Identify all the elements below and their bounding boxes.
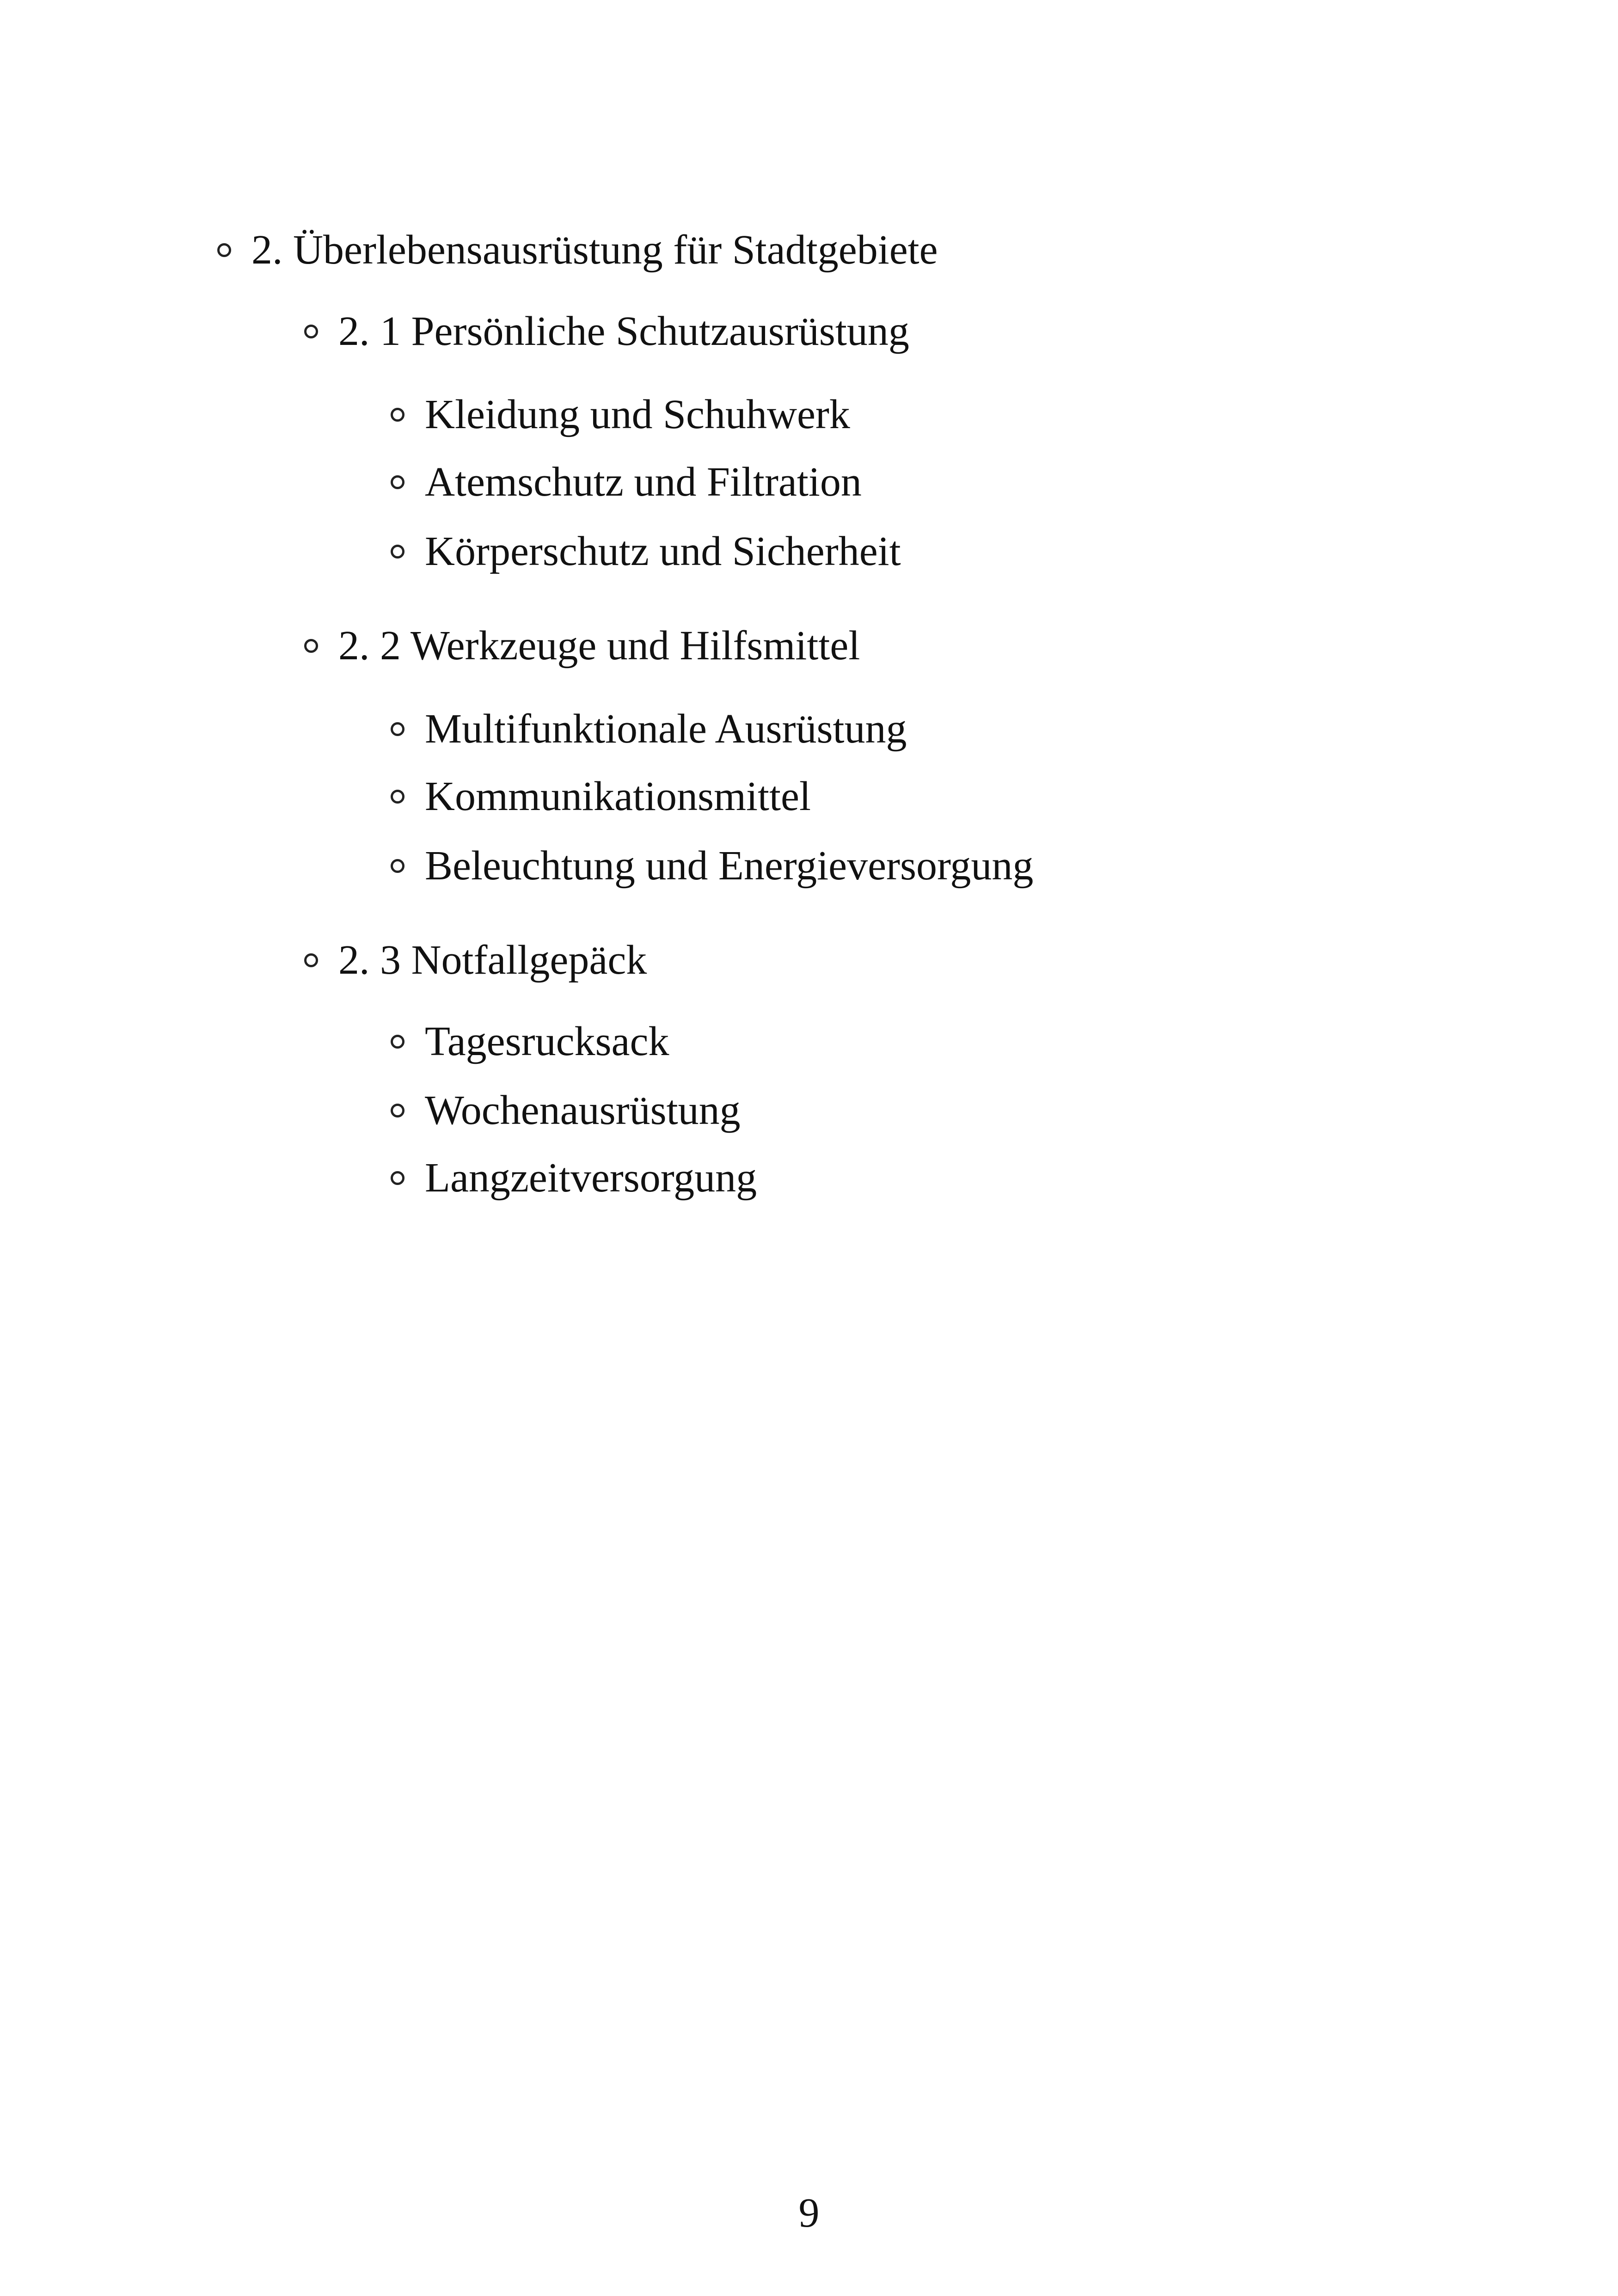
- bullet-circle-icon: [217, 243, 231, 257]
- bullet-circle-icon: [391, 408, 404, 422]
- bullet-circle-icon: [304, 953, 318, 967]
- bullet-circle-icon: [391, 722, 404, 736]
- section-title: 2. Überlebensausrüstung für Stadtgebiete: [251, 227, 938, 273]
- subsection-title: 2. 2 Werkzeuge und Hilfsmittel: [338, 623, 860, 669]
- subsection-title: 2. 3 Notfallgepäck: [338, 937, 647, 983]
- outline-section: [217, 229, 938, 271]
- item-label: Kommunikationsmittel: [425, 774, 811, 819]
- bullet-circle-icon: [304, 325, 318, 338]
- outline-item: [391, 1087, 741, 1133]
- outline-item: [391, 394, 850, 436]
- item-label: Körperschutz und Sicherheit: [425, 528, 901, 574]
- item-label: Atemschutz und Filtration: [425, 459, 862, 505]
- item-label: Multifunktionale Ausrüstung: [425, 706, 907, 752]
- outline-subsection: [304, 939, 647, 981]
- outline-subsection: [304, 308, 909, 354]
- bullet-circle-icon: [391, 1035, 404, 1049]
- outline-item: [391, 1021, 669, 1062]
- bullet-circle-icon: [391, 1171, 404, 1185]
- item-label: Langzeitversorgung: [425, 1155, 757, 1201]
- item-label: Tagesrucksack: [425, 1019, 669, 1064]
- outline-item: [391, 461, 862, 503]
- bullet-circle-icon: [391, 1104, 404, 1117]
- item-label: Wochenausrüstung: [425, 1087, 741, 1133]
- outline-item: [391, 776, 811, 817]
- subsection-title: 2. 1 Persönliche Schutzausrüstung: [338, 308, 909, 354]
- bullet-circle-icon: [391, 790, 404, 804]
- bullet-circle-icon: [304, 639, 318, 653]
- outline-subsection: [304, 625, 860, 667]
- bullet-circle-icon: [391, 475, 404, 489]
- outline-item: [391, 1157, 757, 1199]
- bullet-circle-icon: [391, 859, 404, 873]
- outline-item: [391, 528, 901, 574]
- outline-item: [391, 708, 907, 750]
- outline-item: [391, 845, 1033, 887]
- item-label: Beleuchtung und Energieversorgung: [425, 843, 1034, 889]
- page-number: 9: [798, 2190, 820, 2236]
- item-label: Kleidung und Schuhwerk: [425, 392, 850, 437]
- bullet-circle-icon: [391, 545, 404, 559]
